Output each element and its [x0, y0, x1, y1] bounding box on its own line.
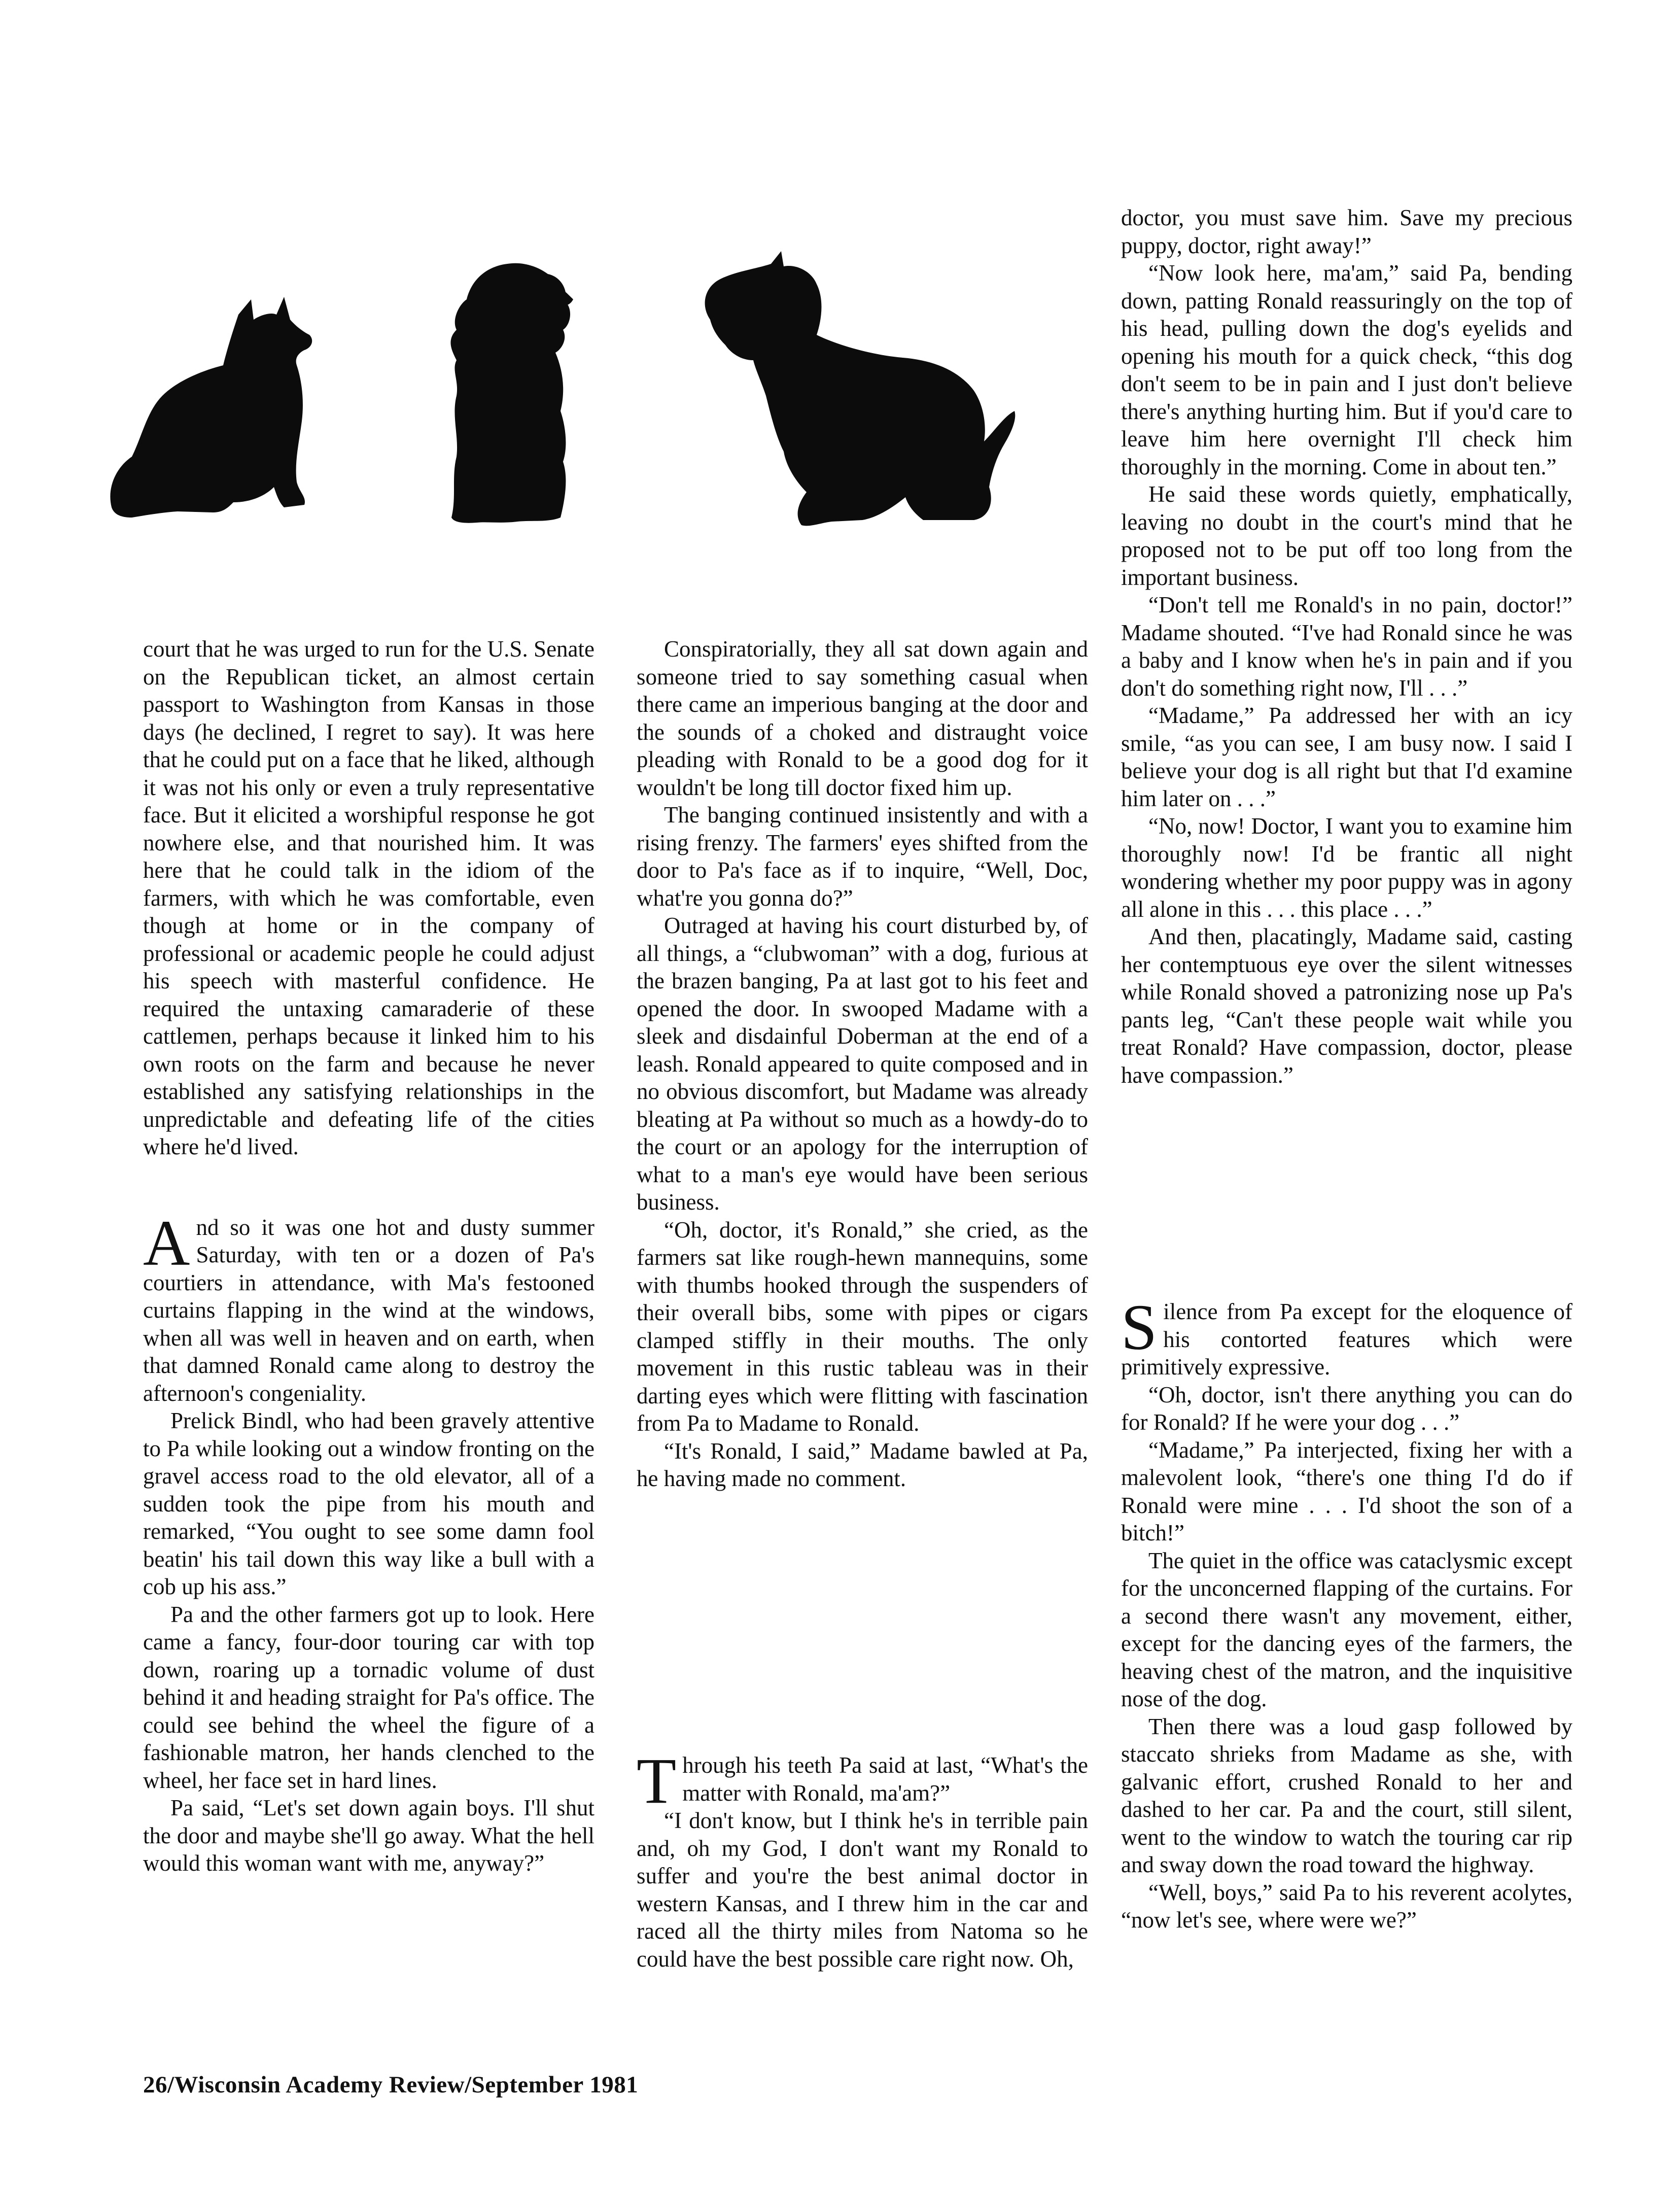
paragraph: The banging continued insistently and with a rising frenzy. The farmers' eyes shifted from the door to Pa's face as if to inquire, “Well, Doc, what're you gonna do?”: [637, 802, 1088, 911]
paragraph: “Madame,” Pa addressed her with an icy smile, “as you can see, I am busy now. I said I believe your dog is all right but that I'd examine him later on . . .”: [1121, 703, 1572, 811]
drop-cap: A: [143, 1207, 190, 1279]
drop-cap: S: [1121, 1291, 1158, 1363]
paragraph: The quiet in the office was cataclysmic except for the unconcerned flapping of the curtains. For a second there wasn't any movement, either, except for the dancing eyes of the farmers, the heaving chest of the matron, and the inquisitive nose of the dog.: [1121, 1547, 1572, 1711]
paragraph: “Oh, doctor, isn't there anything you can do for Ronald? If he were your dog . . .”: [1121, 1382, 1572, 1435]
paragraph: “I don't know, but I think he's in terrible pain and, oh my God, I don't want my Ronald to suffer and you're the best animal doctor in western Kansas, and I threw him in the car and raced all the thirty miles from Natoma so he could have the best possible care right now. Oh,: [637, 1808, 1088, 1972]
article-column-3: [1121, 204, 1572, 1089]
paragraph: “Oh, doctor, it's Ronald,” she cried, as the farmers sat like rough-hewn mannequins, some with thumbs hooked through the suspenders of their overall bibs, some with pipes or cigars clamped stiffly in their mouths. The only movement in this rustic tableau was in their darting eyes which were flitting with fascination from Pa to Madame to Ronald.: [637, 1217, 1088, 1436]
paragraph: Prelick Bindl, who had been gravely attentive to Pa while looking out a window fronting on the gravel access road to the old elevator, all of a sudden took the pipe from his mouth and remarked, “You ought to see some damn fool beatin' his tail down this way like a bull with a cob up his ass.”: [143, 1408, 594, 1599]
paragraph: “It's Ronald, I said,” Madame bawled at Pa, he having made no comment.: [637, 1438, 1088, 1491]
fluffy-dog-silhouette: [450, 263, 573, 523]
terrier-silhouette: [705, 251, 1016, 526]
paragraph: And then, placatingly, Madame said, casting her contemptuous eye over the silent witnesses while Ronald shoved a patronizing nose up Pa's pants leg, “Can't these people wait while you treat Ronald? Have compassion, doctor, please have compassion.”: [1121, 924, 1572, 1088]
section-opening-paragraph: Through his teeth Pa said at last, “What's the matter with Ronald, ma'am?”: [637, 1745, 1088, 1817]
paragraph: He said these words quietly, emphatically, leaving no doubt in the court's mind that he proposed not to be put off too long from the important business.: [1121, 481, 1572, 590]
paragraph: Pa said, “Let's set down again boys. I'll shut the door and maybe she'll go away. What the hell would this woman want with me, anyway?”: [143, 1795, 594, 1876]
paragraph: doctor, you must save him. Save my precious puppy, doctor, right away!”: [1121, 205, 1572, 258]
article-column-1: [143, 635, 594, 1877]
paragraph: “Don't tell me Ronald's in no pain, doctor!” Madame shouted. “I've had Ronald since he was a baby and I know when he's in pain and if you don't do something right now, I'll . . .”: [1121, 592, 1572, 701]
paragraph: “Madame,” Pa interjected, fixing her with a malevolent look, “there's one thing I'd do if Ronald were mine . . . I'd shoot the son of a bitch!”: [1121, 1437, 1572, 1545]
paragraph: Pa and the other farmers got up to look. Here came a fancy, four-door touring car with top down, roaring up a tornadic volume of dust behind it and heading straight for Pa's office. The could see behind the wheel the figure of a fashionable matron, her hands clenched to the wheel, her face set in hard lines.: [143, 1601, 594, 1793]
puppy-silhouette: [110, 297, 312, 518]
paragraph: “No, now! Doctor, I want you to examine him thoroughly now! I'd be frantic all night wondering whether my poor puppy was in agony all alone in this . . . this place . . .”: [1121, 813, 1572, 922]
paragraph: Conspiratorially, they all sat down again and someone tried to say something casual when there came an imperious banging at the door and the sounds of a choked and distraught voice pleading with Ronald to be a good dog for it wouldn't be long till doctor fixed him up.: [637, 636, 1088, 800]
section-opening-paragraph: And so it was one hot and dusty summer Saturday, with ten or a dozen of Pa's courtiers in attendance, with Ma's festooned curtains flapping in the wind at the windows, when all was well in heaven and on earth, when that damned Ronald came along to destroy the afternoon's congeniality.: [143, 1207, 594, 1406]
dog-silhouettes-illustration: [101, 244, 1096, 558]
section-opening-paragraph: Silence from Pa except for the eloquence of his contorted features which were primitively expressive.: [1121, 1291, 1572, 1380]
article-column-2: [637, 635, 1088, 1493]
paragraph: Outraged at having his court disturbed by, of all things, a “clubwoman” with a dog, furious at the brazen banging, Pa at last got to his feet and opened the door. In swooped Madame with a sleek and disdainful Doberman at the end of a leash. Ronald appeared to quite composed and in no obvious discomfort, but Madame was already bleating at Pa without so much as a howdy-do to the court or an apology for the interruption of what to a man's eye would have been serious business.: [637, 913, 1088, 1215]
page-footer: 26/Wisconsin Academy Review/September 1981: [143, 2072, 639, 2098]
drop-cap: T: [637, 1745, 677, 1817]
paragraph: “Now look here, ma'am,” said Pa, bending down, patting Ronald reassuringly on the top of his head, pulling down the dog's eyelids and opening his mouth for a quick check, “this dog don't seem to be in pain and I just don't believe there's anything hurting him. But if you'd care to leave him here overnight I'll check him thoroughly in the morning. Come in about ten.”: [1121, 260, 1572, 479]
paragraph: Then there was a loud gasp followed by staccato shrieks from Madame as she, with galvanic effort, crushed Ronald to her and dashed to her car. Pa and the court, still silent, went to the window to watch the touring car rip and sway down the road toward the highway.: [1121, 1713, 1572, 1877]
paragraph: “Well, boys,” said Pa to his reverent acolytes, “now let's see, where were we?”: [1121, 1879, 1572, 1933]
paragraph: court that he was urged to run for the U.S. Senate on the Republican ticket, an almost certain passport to Washington from Kansas in those days (he declined, I regret to say). It was here that he could put on a face that he liked, although it was not his only or even a truly representative face. But it elicited a worshipful response he got nowhere else, and that nourished him. It was here that he could talk in the idiom of the farmers, with which he was comfortable, even though at home or in the company of professional or academic people he could adjust his speech with masterful confidence. He required the untaxing camaraderie of these cattlemen, perhaps because it linked him to his own roots on the farm and because he never established any satisfying relationships in the unpredictable and defeating life of the cities where he'd lived.: [143, 636, 594, 1159]
article-column-2-section: [637, 1745, 1088, 1973]
article-column-3-section: [1121, 1291, 1572, 1934]
